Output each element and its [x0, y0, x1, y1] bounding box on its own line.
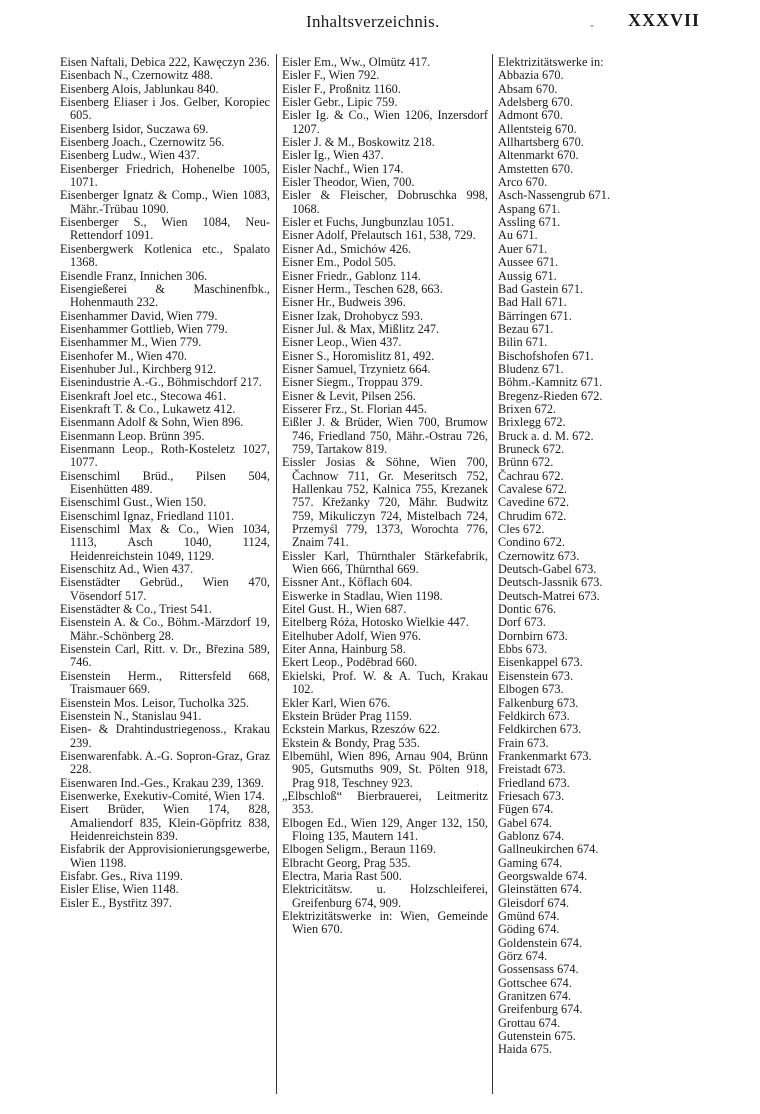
index-column-2: [282, 56, 488, 937]
index-entry: Dontic 676.: [498, 602, 557, 617]
index-entry: Aspang 671.: [498, 201, 561, 216]
index-entry: Eisenberg Eliaser i Jos. Gelber, Koropiec 605.: [60, 95, 270, 123]
index-entry: Haida 675.: [498, 1042, 552, 1057]
index-entry: Aussig 671.: [498, 268, 557, 283]
index-entry: Arco 670.: [498, 175, 548, 190]
column-divider: [492, 54, 493, 1094]
index-entry: Eisler J. & M., Boskowitz 218.: [282, 135, 435, 150]
index-entry: Admont 670.: [498, 108, 563, 123]
index-entry: Eisenstein 673.: [498, 668, 574, 683]
index-entry: Elbogen Seligm., Beraun 1169.: [282, 842, 436, 857]
index-entry: Deutsch-Jassnik 673.: [498, 575, 603, 590]
index-entry: Eisler Ig., Wien 437.: [282, 148, 384, 163]
index-entry: Göding 674.: [498, 922, 560, 937]
index-entry: Eisner Leop., Wien 437.: [282, 335, 402, 350]
index-entry: Böhm.-Kamnitz 671.: [498, 375, 603, 390]
index-entry: Adelsberg 670.: [498, 95, 573, 110]
index-entry: Eisner Jul. & Max, Mißlitz 247.: [282, 321, 440, 336]
index-entry: Gabel 674.: [498, 815, 552, 830]
index-entry: Bruneck 672.: [498, 441, 565, 456]
index-entry: Brixlegg 672.: [498, 415, 566, 430]
index-entry: Eisfabr. Ges., Riva 1199.: [60, 868, 183, 883]
index-entry: Czernowitz 673.: [498, 548, 580, 563]
index-entry: Eisenwarenfabk. A.-G. Sopron-Graz, Graz 228.: [60, 748, 270, 777]
index-entry: Eisenschiml Max & Co., Wien 1034, 1113, Asch 1040, 1124, Heidenreichstein 1049, 1129.: [60, 522, 270, 563]
index-entry: Eisler Nachf., Wien 174.: [282, 161, 404, 176]
index-entry: Eisenwerke, Exekutiv-Comité, Wien 174.: [60, 788, 265, 803]
index-entry: Eisenberger S., Wien 1084, Neu-Rettendorf 1091.: [60, 215, 270, 243]
index-entry: Eisenwaren Ind.-Ges., Krakau 239, 1369.: [60, 775, 264, 790]
index-entry: Eisenstein Mos. Leisor, Tucholka 325.: [60, 695, 250, 710]
index-entry: Eisenbergwerk Kotlenica etc., Spalato 1368.: [60, 241, 270, 270]
index-entry: Gleisdorf 674.: [498, 895, 570, 910]
index-entry: Bregenz-Rieden 672.: [498, 388, 603, 403]
page-title: Inhaltsverzeichnis.: [306, 12, 440, 31]
index-entry: Eisner Siegm., Troppau 379.: [282, 375, 423, 390]
index-entry: Eisenkraft T. & Co., Lukawetz 412.: [60, 401, 236, 416]
index-entry: Eisenschiml Brüd., Pilsen 504, Eisenhütten 489.: [60, 468, 270, 496]
index-entry: Eisler Em., Ww., Olmütz 417.: [282, 55, 431, 69]
index-entry: Eisenschitz Ad., Wien 437.: [60, 562, 194, 577]
index-entry: Friedland 673.: [498, 775, 570, 790]
index-entry: Auer 671.: [498, 241, 548, 256]
index-entry: Grottau 674.: [498, 1015, 561, 1030]
index-entry: Ekert Leop., Poděbrad 660.: [282, 655, 418, 670]
index-entry: Elektrizitätswerke in: Wien, Gemeinde Wien 670.: [282, 909, 488, 937]
index-entry: Eisenberger Ignatz & Comp., Wien 1083, Mähr.-Trübau 1090.: [60, 188, 270, 216]
index-entry: Dornbirn 673.: [498, 628, 568, 643]
index-entry: Elbracht Georg, Prag 535.: [282, 855, 411, 870]
index-entry: Deutsch-Gabel 673.: [498, 562, 597, 577]
index-entry: Eißler J. & Brüder, Wien 700, Brumow 746, Friedland 750, Mähr.-Ostrau 726, 759, Tartakow 819.: [282, 415, 488, 456]
index-entry: Bezau 671.: [498, 321, 554, 336]
index-entry: Goldenstein 674.: [498, 935, 583, 950]
index-entry: Gmünd 674.: [498, 909, 560, 923]
index-entry: Brixen 672.: [498, 401, 557, 416]
index-entry: Eisenhammer Gottlieb, Wien 779.: [60, 321, 228, 336]
index-entry: Eitelberg Róża, Hotosko Wielkie 447.: [282, 615, 469, 630]
index-entry: Eisenberg Isidor, Suczawa 69.: [60, 121, 209, 136]
index-entry: Eisenstein Herm., Rittersfeld 668, Traismauer 669.: [60, 668, 270, 697]
index-entry: Eisler Elise, Wien 1148.: [60, 882, 179, 897]
index-entry: Eitel Gust. H., Wien 687.: [282, 602, 407, 617]
index-entry: Eisenschiml Gust., Wien 150.: [60, 495, 207, 510]
index-entry: Gutenstein 675.: [498, 1029, 576, 1044]
index-entry: Falkenburg 673.: [498, 695, 579, 710]
index-entry: Čachrau 672.: [498, 468, 564, 483]
index-entry: Eisler Theodor, Wien, 700.: [282, 175, 415, 190]
page-number: XXXVII: [627, 10, 700, 30]
index-entry: Eisenschiml Ignaz, Friedland 1101.: [60, 508, 235, 523]
index-entry: Gleinstätten 674.: [498, 882, 583, 897]
index-entry: Bad Gastein 671.: [498, 281, 584, 296]
index-entry: Görz 674.: [498, 949, 548, 964]
index-entry: Bärringen 671.: [498, 308, 572, 323]
index-entry: Freistadt 673.: [498, 762, 566, 777]
index-entry: Eisler & Fleischer, Dobruschka 998, 1068.: [282, 188, 488, 216]
index-entry: Altenmarkt 670.: [498, 148, 579, 163]
index-entry: Eisler et Fuchs, Jungbunzlau 1051.: [282, 215, 455, 230]
index-entry: Elektricitätsw. u. Holzschleiferei, Greifenburg 674, 909.: [282, 882, 488, 910]
index-entry: Gablonz 674.: [498, 828, 565, 843]
index-entry: Eisenhuber Jul., Kirchberg 912.: [60, 361, 217, 376]
index-entry: Eisenberg Ludw., Wien 437.: [60, 148, 200, 163]
index-entry: Eisert Brüder, Wien 174, 828, Amaliendorf 835, Klein-Göpfritz 838, Heidenreichstein 839.: [60, 802, 270, 843]
index-entry: Dorf 673.: [498, 615, 546, 630]
index-entry: Chrudim 672.: [498, 508, 567, 523]
column-heading: Elektrizitätswerke in:: [498, 55, 604, 69]
index-entry: Bischofshofen 671.: [498, 348, 594, 363]
index-entry: Eisenkappel 673.: [498, 655, 583, 670]
index-entry: Elbogen Ed., Wien 129, Anger 132, 150, Floing 135, Mautern 141.: [282, 815, 488, 843]
index-entry: Asch-Nassengrub 671.: [498, 188, 611, 203]
index-entry: Frankenmarkt 673.: [498, 748, 592, 763]
index-entry: Bilin 671.: [498, 335, 548, 350]
index-entry: Ekielski, Prof. W. & A. Tuch, Krakau 102.: [282, 668, 488, 697]
index-entry: Georgswalde 674.: [498, 868, 588, 883]
index-entry: Bludenz 671.: [498, 361, 564, 376]
column-divider: [276, 54, 277, 1094]
index-entry: Eisengießerei & Maschinenfbk., Hohenmauth 232.: [60, 281, 270, 310]
index-entry: Eisner Ad., Smichów 426.: [282, 241, 412, 256]
index-entry: Eisner Adolf, Přelautsch 161, 538, 729.: [282, 228, 476, 243]
index-entry: Gossensass 674.: [498, 962, 579, 977]
index-entry: Eisenhofer M., Wien 470.: [60, 348, 188, 363]
index-entry: Cavalese 672.: [498, 482, 567, 496]
index-entry: Eisner Herm., Teschen 628, 663.: [282, 281, 443, 296]
index-entry: Eisenmann Leop. Brünn 395.: [60, 428, 205, 443]
index-entry: Ekstein Brüder Prag 1159.: [282, 708, 413, 723]
index-entry: Assling 671.: [498, 215, 561, 230]
index-entry: Fügen 674.: [498, 802, 554, 817]
index-entry: Eisserer Frz., St. Florian 445.: [282, 401, 427, 416]
index-entry: Elbemühl, Wien 896, Arnau 904, Brünn 905, Gutsmuths 909, St. Pölten 918, Prag 918, Teschney 923.: [282, 748, 488, 790]
index-entry: Amstetten 670.: [498, 161, 574, 176]
index-entry: Gallneukirchen 674.: [498, 842, 599, 857]
index-entry: Ekstein & Bondy, Prag 535.: [282, 735, 420, 750]
index-entry: Eisner S., Horomislitz 81, 492.: [282, 348, 435, 363]
index-entry: Eissner Ant., Köflach 604.: [282, 575, 413, 590]
index-entry: Bruck a. d. M. 672.: [498, 428, 594, 443]
index-entry: Cles 672.: [498, 522, 545, 537]
index-entry: Au 671.: [498, 228, 538, 243]
index-entry: Allentsteig 670.: [498, 121, 577, 136]
index-entry: Frain 673.: [498, 735, 549, 750]
index-entry: Eisendle Franz, Innichen 306.: [60, 268, 208, 283]
index-entry: Feldkirch 673.: [498, 708, 570, 723]
page-header: [0, 6, 760, 36]
index-entry: Ebbs 673.: [498, 642, 548, 657]
index-entry: Eisenmann Adolf & Sohn, Wien 896.: [60, 415, 244, 430]
index-entry: Elbogen 673.: [498, 682, 564, 697]
index-entry: Eisenstein N., Stanislau 941.: [60, 708, 202, 723]
index-entry: „Elbschloß“ Bierbrauerei, Leitmeritz 353.: [282, 788, 488, 817]
index-entry: Eisen- & Drahtindustriegenoss., Krakau 239.: [60, 722, 270, 750]
index-entry: Eisler F., Proßnitz 1160.: [282, 81, 401, 96]
index-entry: Bad Hall 671.: [498, 295, 567, 310]
index-entry: Granitzen 674.: [498, 989, 572, 1004]
index-column-1: [60, 56, 270, 910]
index-entry: Eisner & Levit, Pilsen 256.: [282, 388, 416, 403]
index-entry: Eisenhammer M., Wien 779.: [60, 335, 202, 350]
index-entry: Cavedine 672.: [498, 495, 570, 510]
index-entry: Eisfabrik der Approvisionierungsgewerbe, Wien 1198.: [60, 842, 270, 870]
index-entry: Eckstein Markus, Rzeszów 622.: [282, 722, 441, 737]
index-entry: Eisenstädter & Co., Triest 541.: [60, 602, 213, 617]
index-entry: Eisenstädter Gebrüd., Wien 470, Vösendorf 517.: [60, 575, 270, 603]
index-entry: Eisenhammer David, Wien 779.: [60, 308, 218, 323]
index-entry: Aussee 671.: [498, 255, 559, 270]
index-entry: Eisenkraft Joel etc., Stecowa 461.: [60, 388, 227, 403]
index-entry: Feldkirchen 673.: [498, 722, 582, 737]
index-entry: Gaming 674.: [498, 855, 563, 870]
index-entry: Brünn 672.: [498, 455, 554, 470]
index-entry: Allhartsberg 670.: [498, 135, 584, 150]
index-entry: Condino 672.: [498, 535, 565, 550]
index-entry: Eisenbach N., Czernowitz 488.: [60, 68, 213, 83]
index-entry: Eitelhuber Adolf, Wien 976.: [282, 628, 421, 643]
index-entry: Eisenstein A. & Co., Böhm.-Märzdorf 19, Mähr.-Schönberg 28.: [60, 615, 270, 643]
index-entry: Eiter Anna, Hainburg 58.: [282, 642, 406, 657]
index-entry: Eisenindustrie A.-G., Böhmischdorf 217.: [60, 375, 262, 390]
index-entry: Gottschee 674.: [498, 975, 572, 990]
index-entry: Greifenburg 674.: [498, 1002, 583, 1017]
index-entry: Deutsch-Matrei 673.: [498, 588, 600, 603]
index-entry: Ekler Karl, Wien 676.: [282, 695, 391, 710]
index-entry: Eisner Friedr., Gablonz 114.: [282, 268, 421, 283]
index-entry: Abbazia 670.: [498, 68, 564, 83]
index-entry: Eisler F., Wien 792.: [282, 68, 380, 83]
index-entry: Eisenberger Friedrich, Hohenelbe 1005, 1071.: [60, 161, 270, 190]
index-entry: Eisen Naftali, Debica 222, Kawęczyn 236.: [60, 55, 270, 69]
index-entry: Absam 670.: [498, 81, 558, 96]
index-entry: Eisner Hr., Budweis 396.: [282, 295, 406, 310]
header-mark: -: [590, 18, 594, 32]
index-entry: Eisenberg Joach., Czernowitz 56.: [60, 135, 225, 150]
index-entry: Eissler Karl, Thürnthaler Stärkefabrik, Wien 666, Thürnthal 669.: [282, 548, 488, 577]
index-entry: Eisner Em., Podol 505.: [282, 255, 397, 270]
index-entry: Eisler Gebr., Lipic 759.: [282, 95, 398, 110]
index-entry: Friesach 673.: [498, 788, 565, 803]
index-entry: Eisenstein Carl, Ritt. v. Dr., Březina 589, 746.: [60, 642, 270, 670]
index-entry: Electra, Maria Rast 500.: [282, 868, 402, 883]
index-entry: Eisenmann Leop., Roth-Kosteletz 1027, 1077.: [60, 441, 270, 470]
index-entry: Eisner Izak, Drohobycz 593.: [282, 308, 424, 323]
index-entry: Eisner Samuel, Trzynietz 664.: [282, 361, 431, 376]
index-entry: Eissler Josias & Söhne, Wien 700, Čachnow 711, Gr. Meseritsch 752, Hallenkau 752, Kalnica 755, Krezanek 757. Křežanky 720, Mähr. Budwitz 759, Mikuliczyn 724, Mistelbach 724, Przemyśl 779, 1373, Worochta 776, Znaim 741.: [282, 455, 488, 550]
index-column-3: [498, 56, 698, 1057]
index-entry: Eisler E., Bystřitz 397.: [60, 895, 173, 910]
index-entry: Eisler Ig. & Co., Wien 1206, Inzersdorf 1207.: [282, 108, 488, 136]
index-entry: Eiswerke in Stadlau, Wien 1198.: [282, 588, 443, 603]
index-entry: Eisenberg Alois, Jablunkau 840.: [60, 81, 219, 96]
